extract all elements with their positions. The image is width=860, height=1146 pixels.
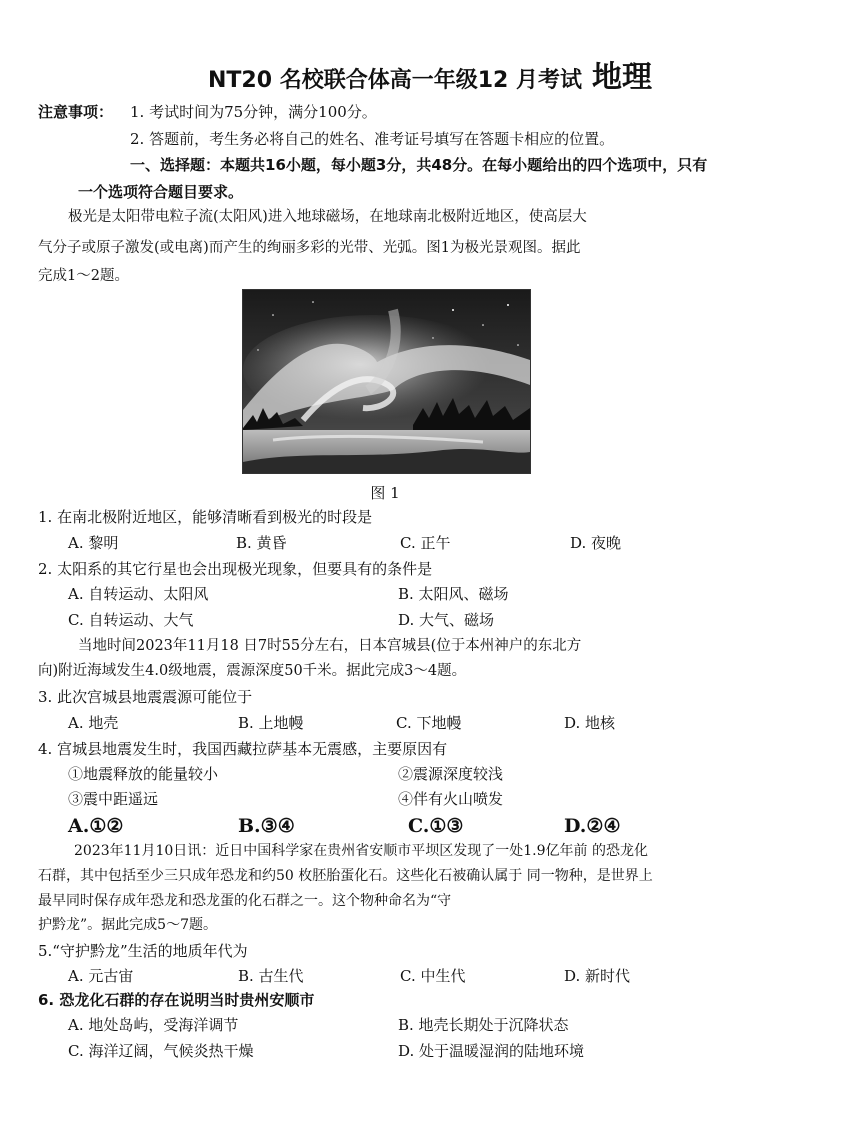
q2-option-b: B. 太阳风、磁场	[398, 585, 509, 603]
q5-option-d: D. 新时代	[564, 967, 631, 985]
passage3-line-3: 最早同时保存成年恐龙和恐龙蛋的化石群之一。这个物种命名为“守	[38, 893, 452, 909]
q2-option-a: A. 自转运动、太阳风	[68, 585, 209, 603]
section-heading-line-1: 一、选择题：本题共16小题，每小题3分，共48分。在每小题给出的四个选项中，只有	[130, 156, 708, 174]
q1-option-c: C. 正午	[400, 534, 451, 552]
q5-option-b: B. 古生代	[238, 967, 304, 985]
q4-option-c: C.①③	[408, 815, 464, 837]
q6-option-d: D. 处于温暖湿润的陆地环境	[398, 1042, 585, 1060]
q6-stem: 6. 恐龙化石群的存在说明当时贵州安顺市	[38, 991, 315, 1009]
q5-option-a: A. 元古宙	[68, 967, 134, 985]
notice-item-2: 2. 答题前，考生务必将自己的姓名、准考证号填写在答题卡相应的位置。	[130, 130, 615, 148]
exam-title	[0, 62, 860, 97]
q2-stem: 2. 太阳系的其它行星也会出现极光现象，但要具有的条件是	[38, 560, 433, 578]
section-heading-line-2: 一个选项符合题目要求。	[78, 183, 244, 201]
q4-option-b: B.③④	[238, 815, 295, 837]
passage1-line-3: 完成1～2题。	[38, 268, 129, 284]
q4-option-d: D.②④	[564, 815, 621, 837]
passage3-line-1: 2023年11月10日讯：近日中国科学家在贵州省安顺市平坝区发现了一处1.9亿年前 的恐龙化	[74, 843, 648, 859]
passage2-line-1: 当地时间2023年11月18 日7时55分左右，日本宫城县(位于本州神户的东北方	[78, 638, 582, 654]
q1-option-d: D. 夜晚	[570, 534, 622, 552]
q6-option-c: C. 海洋辽阔，气候炎热干燥	[68, 1042, 254, 1060]
q1-option-b: B. 黄昏	[236, 534, 287, 552]
notice-label: 注意事项：	[38, 103, 114, 121]
q3-option-c: C. 下地幔	[396, 714, 462, 732]
q4-stem: 4. 宫城县地震发生时，我国西藏拉萨基本无震感，主要原因有	[38, 740, 448, 758]
q2-option-d: D. 大气、磁场	[398, 611, 495, 629]
figure-caption: 图 1	[370, 484, 400, 502]
q3-option-a: A. 地壳	[68, 714, 119, 732]
q6-option-b: B. 地壳长期处于沉降状态	[398, 1016, 569, 1034]
q1-stem: 1. 在南北极附近地区，能够清晰看到极光的时段是	[38, 508, 373, 526]
q1-option-a: A. 黎明	[68, 534, 119, 552]
q3-stem: 3. 此次宫城县地震震源可能位于	[38, 688, 253, 706]
notice-item-1: 1. 考试时间为75分钟，满分100分。	[130, 103, 377, 121]
q4-statement-1: ①地震释放的能量较小	[68, 765, 219, 783]
q6-option-a: A. 地处岛屿，受海洋调节	[68, 1016, 239, 1034]
q4-statement-2: ②震源深度较浅	[398, 765, 504, 783]
aurora-photo	[242, 289, 531, 474]
passage1-line-2: 气分子或原子激发(或电离)而产生的绚丽多彩的光带、光弧。图1为极光景观图。据此	[38, 240, 581, 256]
q3-option-b: B. 上地幔	[238, 714, 304, 732]
q3-option-d: D. 地核	[564, 714, 616, 732]
passage3-line-4: 护黔龙”。据此完成5～7题。	[38, 917, 217, 933]
q4-option-a: A.①②	[68, 815, 124, 837]
passage1-line-1: 极光是太阳带电粒子流(太阳风)进入地球磁场，在地球南北极附近地区，使高层大	[68, 209, 587, 225]
q2-option-c: C. 自转运动、大气	[68, 611, 194, 629]
q4-statement-4: ④伴有火山喷发	[398, 790, 504, 808]
exam-subject: 地理	[591, 60, 652, 95]
passage3-line-2: 石群，其中包括至少三只成年恐龙和约50 枚胚胎蛋化石。这些化石被确认属于 同一物种，是世界上	[38, 868, 653, 884]
passage2-line-2: 向)附近海域发生4.0级地震，震源深度50千米。据此完成3～4题。	[38, 663, 467, 679]
q5-option-c: C. 中生代	[400, 967, 466, 985]
exam-title-main: NT20 名校联合体高一年级12 月考试	[208, 68, 582, 93]
q4-statement-3: ③震中距遥远	[68, 790, 159, 808]
q5-stem: 5.“守护黔龙”生活的地质年代为	[38, 942, 248, 960]
